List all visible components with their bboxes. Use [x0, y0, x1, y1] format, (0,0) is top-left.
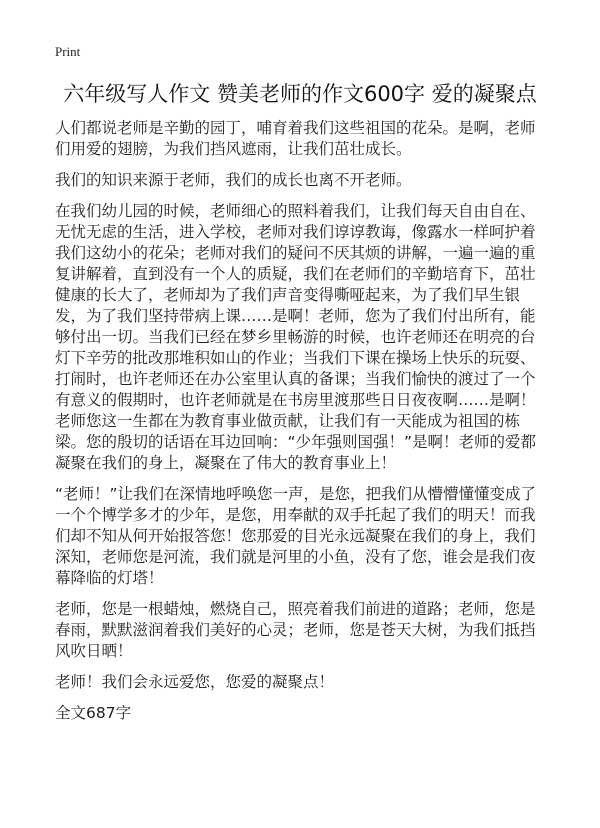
article-body — [55, 118, 547, 734]
paragraph: 我们的知识来源于老师，我们的成长也离不开老师。 — [55, 171, 412, 189]
paragraph: 人们都说老师是辛勤的园丁，哺育着我们这些祖国的花朵。是啊，老师们用爱的翅膀，为我们挡风遮雨，让我们茁壮成长。 — [55, 119, 536, 158]
paragraph: “老师！”让我们在深情地呼唤您一声，是您，把我们从懵懵懂懂变成了一个个博学多才的少年，是您，用奉献的双手托起了我们的明天！而我们却不知从何开始报答您！您那爱的目光永远凝聚在我们的身上，我们深知，老师您是河流，我们就是河里的小鱼，没有了您，谁会是我们夜幕降临的灯塔！ — [55, 485, 537, 587]
word-count: 全文687字 — [55, 704, 132, 722]
page-title: 六年级写人作文 赞美老师的作文600字 爱的凝聚点 — [63, 82, 537, 106]
paragraph: 老师！我们会永远爱您，您爱的凝聚点！ — [55, 673, 335, 691]
paragraph: 在我们幼儿园的时候，老师细心的照料着我们，让我们每天自由自在、无忧无虑的生活，进入学校，老师对我们谆谆教诲，像露水一样呵护着我们这幼小的花朵；老师对我们的疑问不厌其烦的讲解，一遍一遍的重复讲解着，直到没有一个人的质疑，我们在老师们的辛勤培育下，茁壮健康的长大了，老师却为了我们声音变得嘶哑起来，为了我们早生银发，为了我们坚持带病上课……是啊！老师，您为了我们付出所有，能够付出一切。当我们已经在梦乡里畅游的时候，也许老师还在明亮的台灯下辛劳的批改那堆积如山的作业；当我们下课在操场上快乐的玩耍、打闹时，也许老师还在办公室里认真的备课；当我们愉快的渡过了一个有意义的假期时，也许老师就是在书房里渡那些日日夜夜啊……是啊！老师您这一生都在为教育事业做贡献，让我们有一天能成为祖国的栋梁。您的殷切的话语在耳边回响：“少年强则国强！”是啊！老师的爱都凝聚在我们的身上，凝聚在了伟大的教育事业上！ — [55, 202, 537, 472]
paragraph: 老师，您是一根蜡烛，燃烧自己，照亮着我们前进的道路；老师，您是春雨，默默滋润着我们美好的心灵；老师，您是苍天大树，为我们抵挡风吹日晒！ — [55, 600, 536, 660]
print-link[interactable]: Print — [55, 44, 81, 59]
